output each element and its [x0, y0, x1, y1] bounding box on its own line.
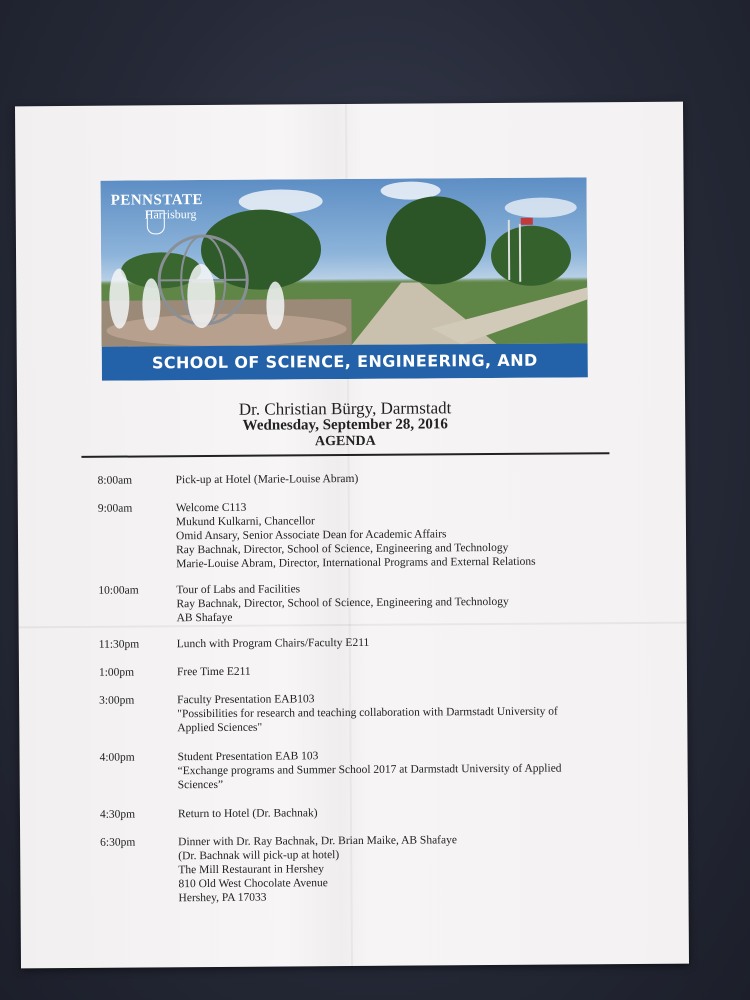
logo-campus: Harrisburg: [144, 207, 197, 222]
agenda-time: 9:00am: [97, 502, 133, 515]
agenda-title: AGENDA: [314, 433, 376, 450]
agenda-description: [177, 634, 607, 651]
agenda-time: 6:30pm: [100, 836, 136, 849]
agenda-line: Pick-up at Hotel (Marie-Louise Abram): [175, 472, 359, 487]
agenda-item: [19, 662, 687, 679]
agenda-time: 8:00am: [97, 474, 133, 487]
logo-brand: PENNSTATE: [110, 192, 204, 209]
agenda-line: “Exchange programs and Summer School 2017 at Darmstadt University of Applied: [177, 762, 562, 778]
agenda-line: Hershey, PA 17033: [178, 891, 267, 905]
visitor-name: Dr. Christian Bürgy, Darmstadt: [238, 398, 452, 419]
agenda-line: Faculty Presentation EAB103: [177, 693, 315, 707]
agenda-line: Sciences”: [177, 778, 224, 792]
agenda-description: [178, 832, 608, 905]
agenda-description: [177, 747, 607, 792]
agenda-description: [176, 470, 606, 487]
agenda-time: 10:00am: [98, 584, 139, 597]
agenda-line: The Mill Restaurant in Hershey: [178, 863, 325, 877]
agenda-line: Applied Sciences": [177, 721, 263, 735]
agenda-item: [20, 804, 688, 821]
agenda-line: Return to Hotel (Dr. Bachnak): [177, 807, 318, 821]
agenda-line: Lunch with Program Chairs/Faculty E211: [176, 636, 370, 651]
agenda-line: Ray Bachnak, Director, School of Science, Engineering and Technology: [176, 595, 509, 611]
agenda-item: [18, 498, 686, 571]
agenda-line: Omid Ansary, Senior Associate Dean for Academic Affairs: [175, 528, 447, 543]
agenda-description: [177, 662, 607, 679]
agenda-description: [177, 690, 607, 735]
agenda-item: [19, 690, 687, 735]
agenda-list: [15, 102, 689, 969]
agenda-time: 3:00pm: [99, 694, 135, 707]
agenda-line: Free Time E211: [176, 665, 251, 679]
agenda-description: [176, 580, 606, 625]
agenda-description: [178, 804, 608, 821]
agenda-description: [176, 498, 606, 571]
agenda-item: [18, 580, 686, 625]
agenda-line: AB Shafaye: [176, 611, 233, 625]
agenda-sheet: [15, 102, 689, 969]
agenda-line: Ray Bachnak, Director, School of Science, Engineering and Technology: [176, 541, 509, 557]
agenda-time: 1:00pm: [98, 666, 135, 679]
agenda-line: Student Presentation EAB 103: [177, 750, 319, 764]
banner-title: SCHOOL OF SCIENCE, ENGINEERING, AND: [102, 343, 588, 380]
agenda-time: 11:30pm: [98, 638, 140, 651]
agenda-line: Marie-Louise Abram, Director, International Programs and External Relations: [176, 555, 536, 571]
agenda-line: Mukund Kulkarni, Chancellor: [175, 515, 315, 529]
agenda-line: 810 Old West Chocolate Avenue: [178, 877, 328, 891]
agenda-line: (Dr. Bachnak will pick-up at hotel): [178, 849, 340, 863]
agenda-line: Welcome C113: [175, 501, 247, 515]
agenda-line: Tour of Labs and Facilities: [176, 583, 301, 597]
agenda-time: 4:30pm: [99, 808, 136, 821]
agenda-date: Wednesday, September 28, 2016: [242, 416, 448, 434]
agenda-item: [18, 470, 686, 487]
agenda-line: Dinner with Dr. Ray Bachnak, Dr. Brian Maike, AB Shafaye: [178, 834, 458, 849]
agenda-item: [20, 832, 688, 905]
agenda-item: [20, 747, 688, 792]
agenda-time: 4:00pm: [99, 751, 135, 764]
agenda-line: "Possibilities for research and teaching collaboration with Darmstadt University of: [177, 705, 558, 721]
agenda-item: [19, 634, 687, 651]
